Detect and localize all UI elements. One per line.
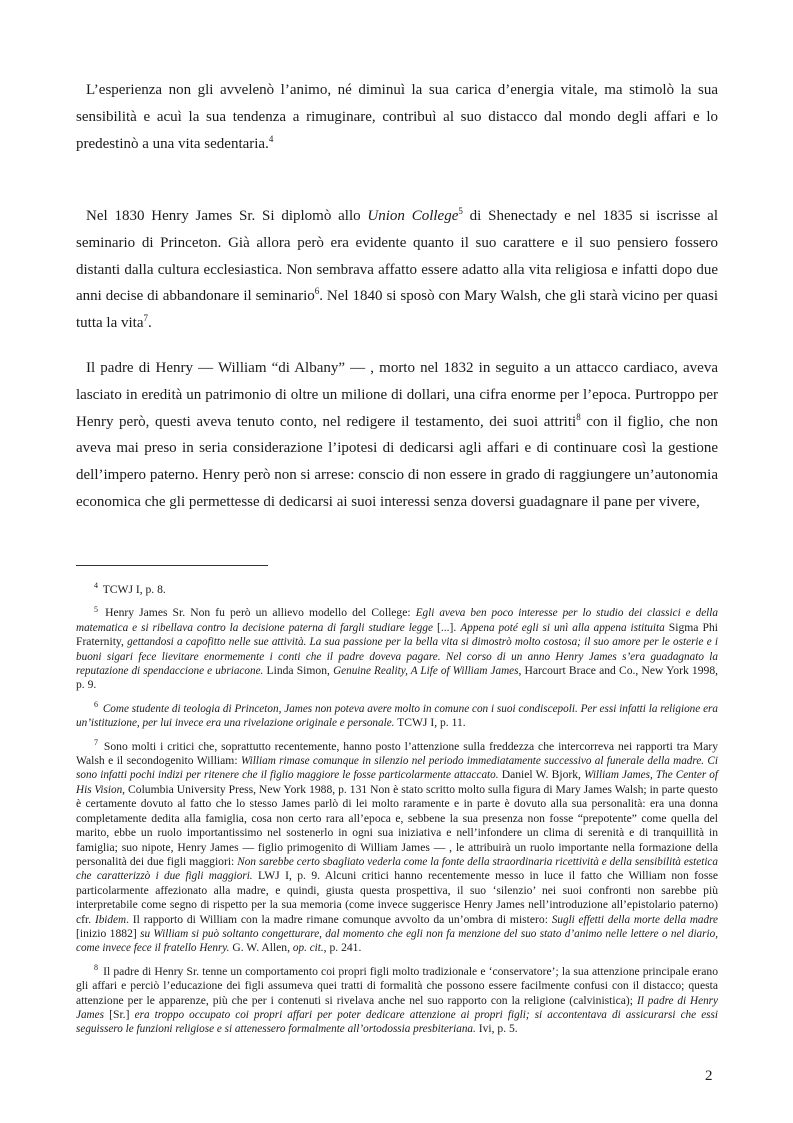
footnote-ref-8[interactable]: 8 [576,411,581,422]
footnote-7: $^7$ Sono molti i critici che, soprattutto recentemente, hanno posto l’attenzione sulla freddezza che intercorreva nei rapporti tra Mary Walsh e il secondogenito William: William rimase comunque in silenzio nel periodo immediatamente successivo al funerale della madre. Ci sono infatti pochi indizi per ritenere che il figlio maggiore le fosse particolarmente attaccato. Daniel W. Bjork, William James, The Center of His Vision, Columbia University Press, New York 1988, p. 131 Non è stato scritto molto sulla figura di Mary James Walsh; in parte questo è certamente dovuto al fatto che lo stesso James parlò di lei molto raramente e in parte è dovuto alla sua personalità: era una donna completamente dedita alla famiglia, cosa non certo rara all’epoca e, sebbene la sua presenza non fosse “prepotente” come quella del marito, ebbe un ruolo importantissimo nel sostenerlo in ogni sua iniziativa e nell’infondere un clima di serenità e di tranquillità in famiglia; suo nipote, Henry James — figlio primogenito di William James — , le attribuirà un ruolo importante nella formazione della personalità dei due figli maggiori: Non sarebbe certo sbagliato vederla come la fonte della straordinaria ricettività e della sensibilità estetica che caratterizzò i due figli maggiori. LWJ I, p. 9. Alcuni critici hanno recentemente messo in luce il fatto che William non fosse particolarmente affezionato alla madre, e quindi, giusta questa prospettiva, il suo ‘silenzio’ nei suoi confronti non sarebbe più interpretabile come segno di rispetto per la sua memoria (come invece suggerisce Henry James nell’introduzione all’epistolario paterno) cfr. Ibidem. Il rapporto di William con la madre rimane comunque avvolto da un’ombra di mistero: Sugli effetti della morte della madre [inizio 1882] su William si può soltanto congetturare, dal momento che egli non fa menzione del suo stato d’animo nelle lettere o nel diario, come invece fece il fratello Henry. G. W. Allen, op. cit., p. 241. [76,737,719,955]
footnotes [76,583,718,1046]
footnote-separator [76,565,268,566]
footnote-8: $^8$ Il padre di Henry Sr. tenne un comportamento coi propri figli molto tradizionale e ‘conservatore’; la sua attenzione principale erano gli affari e perciò l’educazione dei figli assumeva quei tratti di formalità che possono essere facilmente confusi con il distacco; questa attenzione per le apparenze, più che per i contenuti si rivelava anche nel suo rapporto con la religione (calvinistica); Il padre di Henry James [Sr.] era troppo occupato coi propri affari per poter dedicare attenzione ai propri figli; si accontentava di assicurarsi che essi seguissero le funzioni religiose e si attenessero formalmente all’ortodossia presbiteriana. Ivi, p. 5. [76,962,718,1036]
footnote-6: $^6$ Come studente di teologia di Princeton, James non poteva avere molto in comune con i suoi condiscepoli. Per essi infatti la religione era un’istituzione, per lui invece era una rivelazione originale e personale. TCWJ I, p. 11. [76,699,718,730]
footnote-5: $^5$ Henry James Sr. Non fu però un allievo modello del College: Egli aveva ben poco interesse per lo studio dei classici e della matematica e si ribellava contro la decisione paterna di fargli studiare legge [...]. Appena poté egli si unì alla appena istituita Sigma Phi Fraternity, gettandosi a capofitto nelle sue attività. La sua passione per la bella vita si dimostrò molto costosa; il suo amore per le osterie e i buoni sigari fece lievitare enormemente i conti che il padre doveva pagare. Nel corso di un anno Henry James s’era guadagnato la reputazione di spendaccione e ubriacone. Linda Simon, Genuine Reality, A Life of William James, Harcourt Brace and Co., New York 1998, p. 9. [76,604,719,692]
footnote-4: $^4$ TCWJ I, p. 8. [94,581,166,596]
footnote-ref-7[interactable]: 7 [143,313,148,324]
page-number: 2 [705,1068,713,1084]
paragraph-1: L’esperienza non gli avvelenò l’animo, né diminuì la sua carica d’energia vitale, ma stimolò la sua sensibilità e acuì la sua tendenza a rimuginare, contribuì al suo distacco dal mondo degli affari e lo predestinò a una vita sedentaria.$^4$ [76,82,718,152]
footnote-ref-6[interactable]: 6 [314,286,320,297]
paragraph-3: Il padre di Henry — William “di Albany” — , morto nel 1832 in seguito a un attacco cardiaco, aveva lasciato in eredità un patrimonio di oltre un milione di dollari, una cifra enorme per l’epoca. Purtroppo per Henry però, questi aveva tenuto conto, nel redigere il testamento, dei suoi attriti$^8$ con il figlio, che non aveva mai preso in seria considerazione l’ipotesi di dedicarsi agli affari e di continuare così la gestione dell’impero paterno. Henry però non si arrese: conscio di non essere in grado di raggiungere un’autonomia economica che gli permettesse di dedicarsi ai suoi interessi senza doversi guadagnare il pane per vivere, [76,360,718,510]
footnote-ref-5[interactable]: 5 [458,206,463,216]
footnote-ref-4[interactable]: 4 [268,133,274,144]
paragraph-2: Nel 1830 Henry James Sr. Si diplomò allo Union College$^5$ di Shenectady e nel 1835 si iscrisse al seminario di Princeton. Già allora però era evidente quanto il suo carattere e il suo pensiero fossero distanti dalla cultura ecclesiastica. Non sembrava affatto essere adatto alla vita religiosa e infatti dopo due anni decise di abbandonare il seminario$^6$. Nel 1840 si sposò con Mary Walsh, che gli starà vicino per quasi tutta la vita$^7$. [76,206,718,332]
